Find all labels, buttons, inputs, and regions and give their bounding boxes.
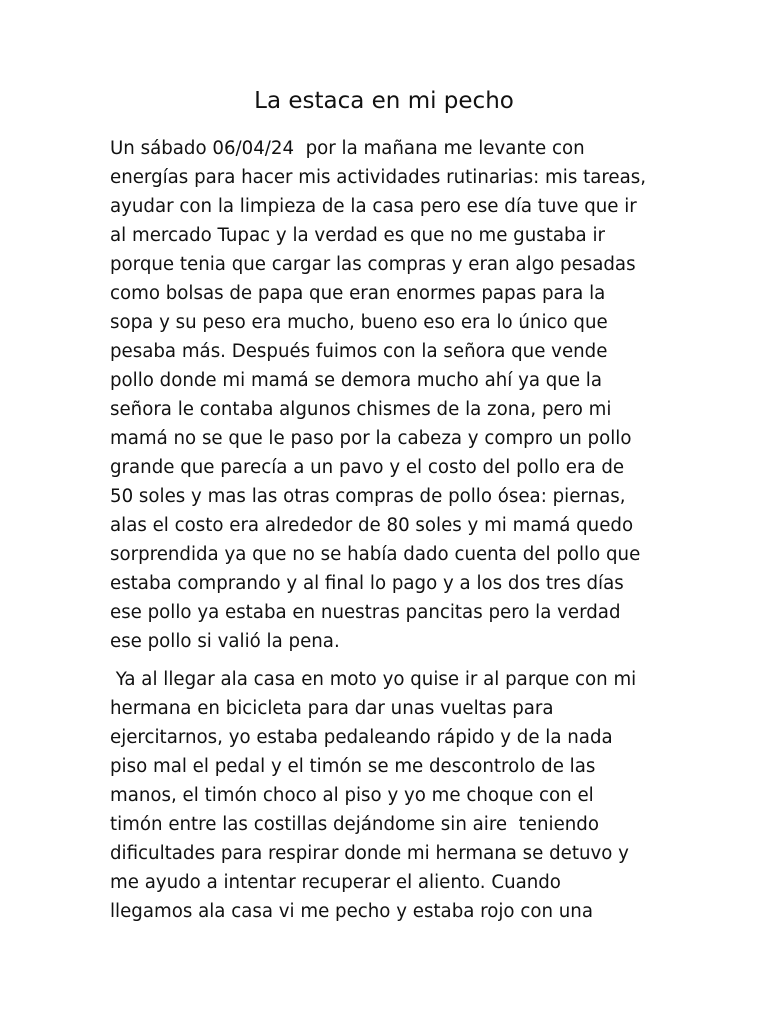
paragraph-1 (110, 134, 670, 656)
paragraph-line: ejercitarnos, yo estaba pedaleando rápido y de la nada (110, 727, 613, 748)
paragraph-line: al mercado Tupac y la verdad es que no me gustaba ir (110, 225, 605, 246)
paragraph-spacer (110, 656, 670, 665)
paragraph-line: llegamos ala casa vi me pecho y estaba rojo con una (110, 901, 593, 922)
paragraph-line: ese pollo ya estaba en nuestras pancitas pero la verdad (110, 602, 621, 623)
document-body (110, 134, 670, 926)
paragraph-line: ese pollo si valió la pena. (110, 631, 340, 652)
paragraph-line: como bolsas de papa que eran enormes papas para la (110, 283, 606, 304)
paragraph-line: 50 soles y mas las otras compras de pollo ósea: piernas, (110, 486, 626, 507)
document-title: La estaca en mi pecho (254, 88, 514, 114)
paragraph-line: grande que parecía a un pavo y el costo del pollo era de (110, 457, 625, 478)
paragraph-2 (110, 665, 670, 926)
paragraph-line: sopa y su peso era mucho, bueno eso era lo único que (110, 312, 608, 333)
paragraph-line: sorprendida ya que no se había dado cuenta del pollo que (110, 544, 641, 565)
paragraph-line: timón entre las costillas dejándome sin aire teniendo (110, 814, 599, 835)
paragraph-line: energías para hacer mis actividades rutinarias: mis tareas, (110, 167, 647, 188)
paragraph-line: me ayudo a intentar recuperar el aliento. Cuando (110, 872, 561, 893)
paragraph-line: Un sábado 06/04/24 por la mañana me levante con (110, 138, 585, 159)
paragraph-line: ayudar con la limpieza de la casa pero ese día tuve que ir (110, 196, 637, 217)
paragraph-line: hermana en bicicleta para dar unas vueltas para (110, 698, 554, 719)
paragraph-line: estaba comprando y al final lo pago y a los dos tres días (110, 573, 624, 594)
paragraph-line: piso mal el pedal y el timón se me descontrolo de las (110, 756, 596, 777)
paragraph-line: pollo donde mi mamá se demora mucho ahí ya que la (110, 370, 603, 391)
paragraph-line: manos, el timón choco al piso y yo me choque con el (110, 785, 594, 806)
paragraph-line: mamá no se que le paso por la cabeza y compro un pollo (110, 428, 632, 449)
paragraph-line: porque tenia que cargar las compras y eran algo pesadas (110, 254, 636, 275)
paragraph-line: dificultades para respirar donde mi hermana se detuvo y (110, 843, 629, 864)
paragraph-line: Ya al llegar ala casa en moto yo quise ir al parque con mi (110, 669, 637, 690)
paragraph-line: pesaba más. Después fuimos con la señora que vende (110, 341, 608, 362)
paragraph-line: señora le contaba algunos chismes de la zona, pero mi (110, 399, 612, 420)
paragraph-line: alas el costo era alrededor de 80 soles y mi mamá quedo (110, 515, 634, 536)
